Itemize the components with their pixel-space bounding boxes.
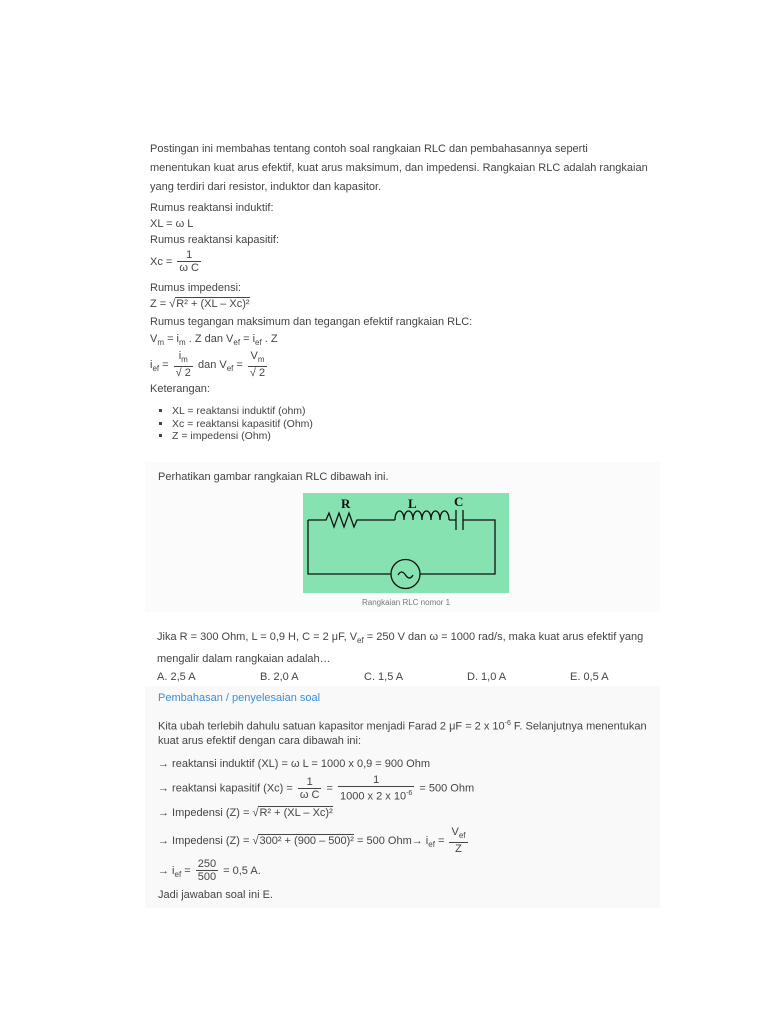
- intro-paragraph: Postingan ini membahas tentang contoh soal rangkaian RLC dan pembahasannya seperti menentukan kuat arus efektif, kuat arus maksimum, dan impedensi. Rangkaian RLC adalah rangkaian yang terdiri dari resistor, induktor dan kapasitor.: [150, 143, 648, 193]
- option-c: C. 1,5 A: [364, 671, 404, 683]
- list-item: ▪ Xc = reaktansi kapasitif (Ohm): [172, 418, 313, 431]
- efektif-formula: $i_{ef}$ = $\frac{i_m}{√ 2}$ dan $V_{ef}$ = $\frac{V_m}{√ 2}$: [150, 350, 266, 379]
- induktif-label: Rumus reaktansi induktif:: [150, 202, 274, 214]
- perhatikan-text: Perhatikan gambar rangkaian RLC dibawah ini.: [158, 471, 389, 483]
- keterangan-label: Keterangan:: [150, 383, 210, 395]
- solution-step-ief: → $i_{ef}$ = $\frac{250}{500}$ = 0,5 A.: [158, 858, 261, 883]
- solution-step-z-value: → Impedensi (Z) = √300² + (900 – 500)² = 500 $Ohm\to i_{ef}$ = $\frac{V_{ef}}{Z}$: [158, 826, 466, 855]
- induktif-formula: XL = ω L: [150, 218, 194, 230]
- list-item: ▪ XL = reaktansi induktif (ohm): [172, 405, 313, 418]
- solution-conclusion: Jadi jawaban soal ini E.: [158, 889, 273, 901]
- list-item: ▪ Z = impedensi (Ohm): [172, 430, 313, 443]
- figure-caption: Rangkaian RLC nomor 1: [361, 598, 451, 607]
- label-r: R: [341, 496, 351, 511]
- option-d: D. 1,0 A: [467, 671, 507, 683]
- impedensi-label: Rumus impedensi:: [150, 282, 242, 294]
- tegangan-label: Rumus tegangan maksimum dan tegangan efektif rangkaian RLC:: [150, 316, 473, 328]
- kapasitif-label: Rumus reaktansi kapasitif:: [150, 234, 279, 246]
- solution-heading: Pembahasan / penyelesaian soal: [158, 692, 321, 704]
- rlc-circuit-diagram: [303, 493, 509, 593]
- question-text: Jika R = 300 Ohm, L = 0,9 H, C = 2 μF, $V_{ef} = 250$ V dan ω = 1000 rad/s, maka kuat arus efektif yang mengalir dalam rangkaian adalah…: [157, 631, 644, 665]
- option-a: A. 2,5 A: [157, 671, 196, 683]
- solution-step-xc: → reaktansi kapasitif (Xc) = $\frac{1}{\text{ω C}}$ = $\frac{1}{1000 x 2 x 10^{-6}}$ = 500 Ohm: [158, 774, 475, 803]
- impedensi-formula: Z = √R² + (XL – Xc)²: [150, 298, 250, 310]
- solution-step-xl: → reaktansi induktif (XL) = ω L = 1000 x 0,9 = 900 Ohm: [158, 758, 431, 770]
- rlc-circuit-figure: [303, 493, 509, 593]
- tegangan-formula: $V_m = i_m$ . Z dan $V_{ef} = i_{ef}$ . Z: [150, 333, 278, 347]
- label-c: C: [454, 494, 464, 509]
- option-e: E. 0,5 A: [570, 671, 609, 683]
- label-l: L: [408, 496, 417, 511]
- keterangan-list: [158, 405, 313, 443]
- kapasitif-formula: Xc = $\frac{1}{\text{ω C}}$: [150, 249, 199, 274]
- solution-step-z-formula: → Impedensi (Z) = √R² + (XL – Xc)²: [158, 807, 333, 819]
- solution-intro-line1: Kita ubah terlebih dahulu satuan kapasitor menjadi Farad 2 μF = 2 x $10^{-6}$ F. Selanjutnya menentukan: [158, 720, 647, 733]
- option-b: B. 2,0 A: [260, 671, 299, 683]
- solution-intro-line2: kuat arus efektif dengan cara dibawah ini:: [158, 735, 362, 747]
